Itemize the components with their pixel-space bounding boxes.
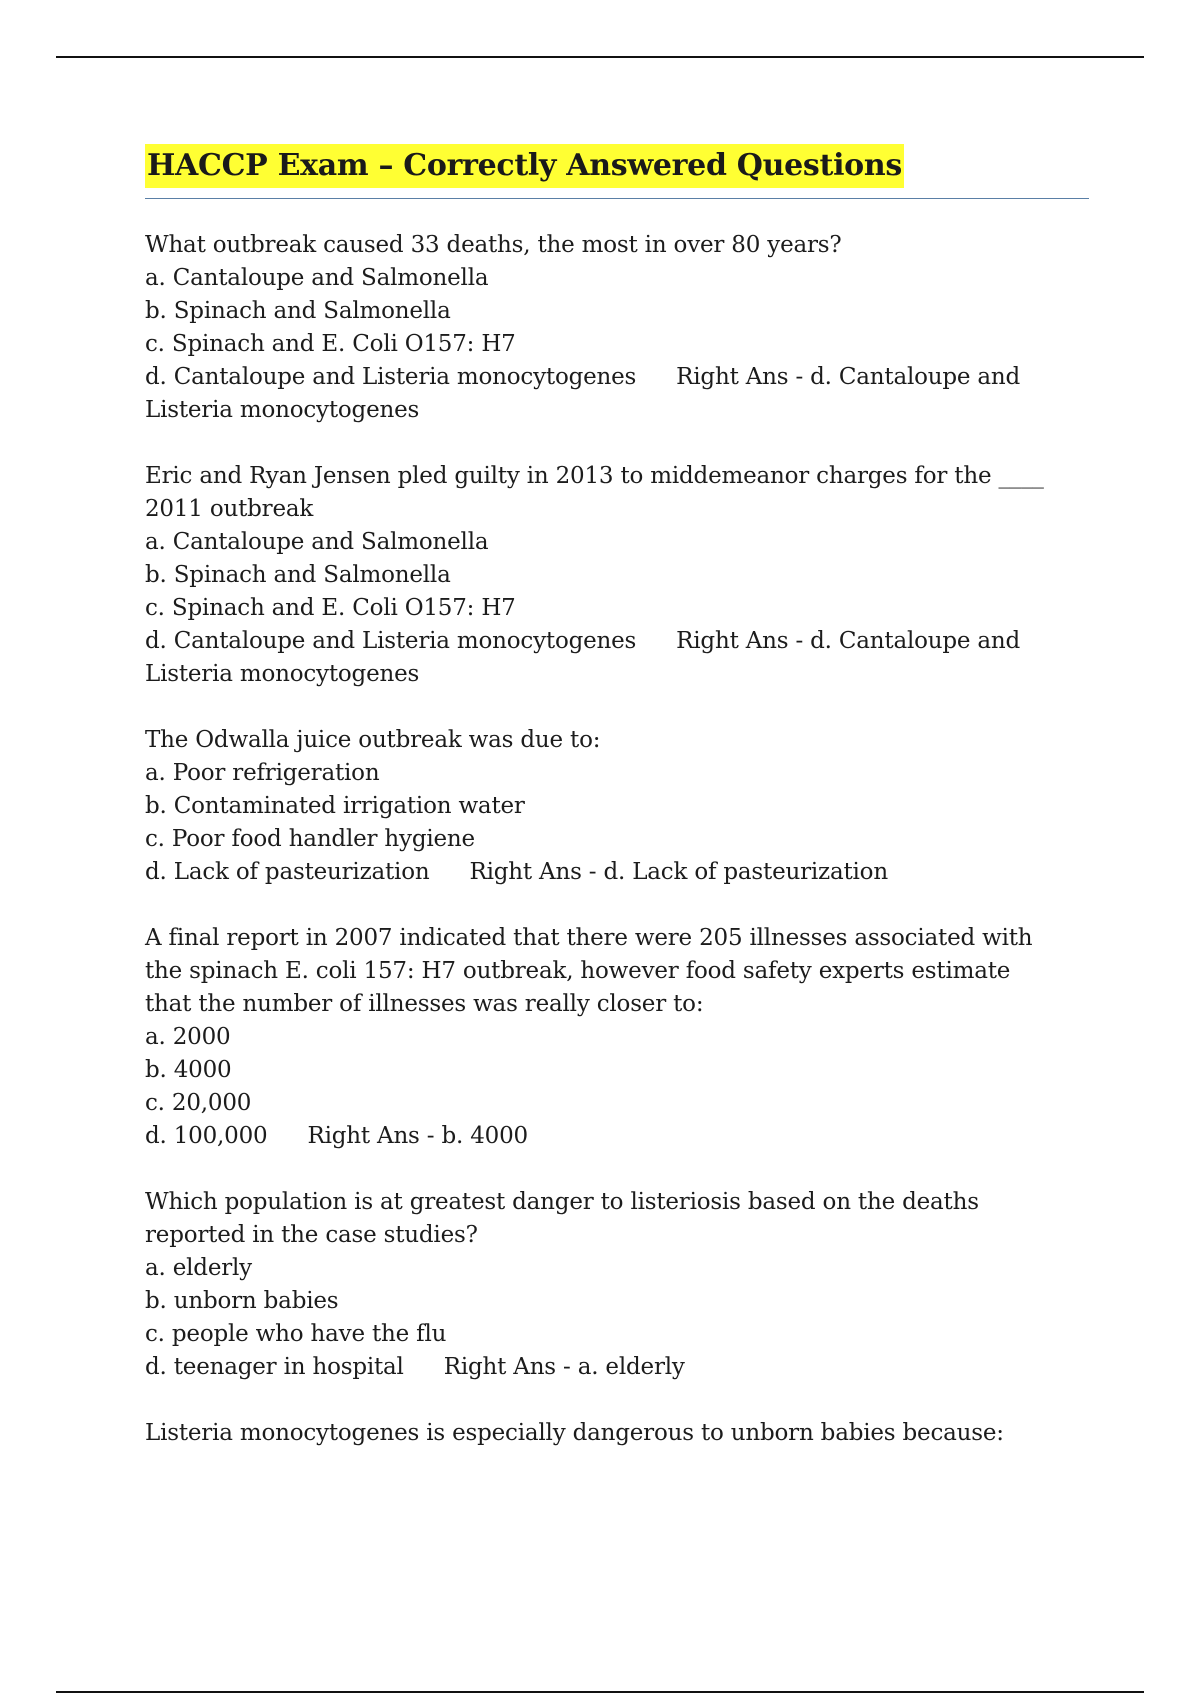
right-answer-continued: Listeria monocytogenes [145, 397, 420, 423]
title-block [145, 144, 1089, 199]
question-text: The Odwalla juice outbreak was due to: [145, 727, 601, 753]
option-c: c. people who have the flu [145, 1321, 447, 1347]
option-d: d. 100,000 [145, 1123, 268, 1149]
question-text: What outbreak caused 33 deaths, the most in over 80 years? [145, 232, 842, 258]
footer-rule [56, 1691, 1144, 1693]
option-b: b. Contaminated irrigation water [145, 793, 525, 819]
option-d-line [145, 625, 1089, 658]
option-d-line [145, 1120, 1089, 1153]
option-b: b. Spinach and Salmonella [145, 562, 451, 588]
option-b: b. Spinach and Salmonella [145, 298, 451, 324]
question-2 [145, 460, 1089, 691]
question-6 [145, 1417, 1089, 1450]
option-d-line [145, 1351, 1089, 1384]
question-text: A final report in 2007 indicated that there were 205 illnesses associated with [145, 925, 1033, 951]
option-d-line [145, 361, 1089, 394]
option-c: c. Poor food handler hygiene [145, 826, 475, 852]
option-a: a. Poor refrigeration [145, 760, 380, 786]
question-text: Listeria monocytogenes is especially dangerous to unborn babies because: [145, 1420, 1004, 1446]
question-text: 2011 outbreak [145, 496, 314, 522]
option-a: a. elderly [145, 1255, 252, 1281]
question-4 [145, 922, 1089, 1153]
option-a: a. 2000 [145, 1024, 231, 1050]
question-text: that the number of illnesses was really closer to: [145, 991, 704, 1017]
right-answer: Right Ans - d. Cantaloupe and [676, 364, 1021, 390]
option-b: b. unborn babies [145, 1288, 339, 1314]
option-c: c. Spinach and E. Coli O157: H7 [145, 331, 516, 357]
right-answer: Right Ans - a. elderly [443, 1354, 685, 1380]
right-answer: Right Ans - d. Cantaloupe and [676, 628, 1021, 654]
option-c: c. 20,000 [145, 1090, 252, 1116]
option-a: a. Cantaloupe and Salmonella [145, 529, 489, 555]
question-text: the spinach E. coli 157: H7 outbreak, however food safety experts estimate [145, 958, 1011, 984]
option-a: a. Cantaloupe and Salmonella [145, 265, 489, 291]
right-answer: Right Ans - d. Lack of pasteurization [469, 859, 888, 885]
right-answer: Right Ans - b. 4000 [307, 1123, 528, 1149]
option-b: b. 4000 [145, 1057, 232, 1083]
document-title: HACCP Exam – Correctly Answered Questions [145, 144, 904, 188]
option-d: d. Cantaloupe and Listeria monocytogenes [145, 628, 637, 654]
question-text: Eric and Ryan Jensen pled guilty in 2013 to middemeanor charges for the ____ [145, 463, 1044, 489]
option-c: c. Spinach and E. Coli O157: H7 [145, 595, 516, 621]
option-d: d. teenager in hospital [145, 1354, 404, 1380]
option-d: d. Cantaloupe and Listeria monocytogenes [145, 364, 637, 390]
question-text: reported in the case studies? [145, 1222, 478, 1248]
question-5 [145, 1186, 1089, 1384]
right-answer-continued: Listeria monocytogenes [145, 661, 420, 687]
question-1 [145, 229, 1089, 427]
question-3 [145, 724, 1089, 889]
header-rule [56, 56, 1144, 58]
document-body [145, 144, 1089, 1483]
option-d: d. Lack of pasteurization [145, 859, 430, 885]
question-text: Which population is at greatest danger to listeriosis based on the deaths [145, 1189, 979, 1215]
option-d-line [145, 856, 1089, 889]
